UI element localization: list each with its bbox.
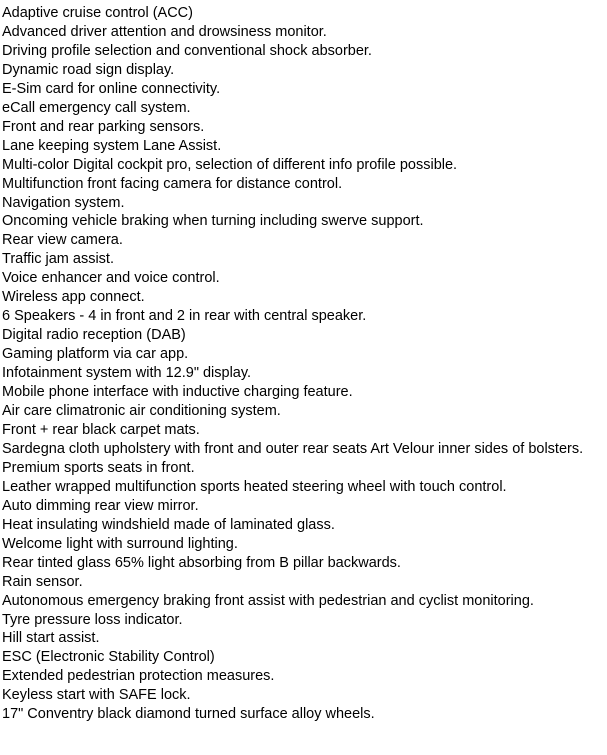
feature-item: Air care climatronic air conditioning system. (2, 403, 281, 420)
feature-item: Rear view camera. (2, 232, 123, 249)
feature-item: Traffic jam assist. (2, 251, 114, 268)
feature-item: Premium sports seats in front. (2, 459, 195, 476)
feature-item: Mobile phone interface with inductive charging feature. (2, 384, 353, 401)
feature-item: Lane keeping system Lane Assist. (2, 137, 222, 154)
feature-item: Oncoming vehicle braking when turning including swerve support. (2, 213, 424, 230)
feature-item: Digital radio reception (DAB) (2, 327, 186, 344)
feature-item: Sardegna cloth upholstery with front and outer rear seats Art Velour inner sides of bolsters. (2, 440, 584, 457)
feature-item: Voice enhancer and voice control. (2, 270, 220, 287)
feature-item: Tyre pressure loss indicator. (2, 611, 183, 628)
feature-item: Navigation system. (2, 194, 125, 211)
feature-item: Hill start assist. (2, 630, 100, 647)
feature-item: ESC (Electronic Stability Control) (2, 649, 215, 666)
feature-item: 6 Speakers - 4 in front and 2 in rear with central speaker. (2, 308, 367, 325)
feature-item: eCall emergency call system. (2, 99, 191, 116)
feature-item: Heat insulating windshield made of laminated glass. (2, 516, 335, 533)
feature-item: Advanced driver attention and drowsiness monitor. (2, 23, 327, 40)
feature-item: Front + rear black carpet mats. (2, 421, 200, 438)
feature-item: Leather wrapped multifunction sports heated steering wheel with touch control. (2, 478, 507, 495)
feature-item: Wireless app connect. (2, 289, 145, 306)
feature-item: Autonomous emergency braking front assist with pedestrian and cyclist monitoring. (2, 592, 534, 609)
feature-item: Rear tinted glass 65% light absorbing from B pillar backwards. (2, 554, 401, 571)
feature-item: Multifunction front facing camera for distance control. (2, 175, 343, 192)
feature-item: Auto dimming rear view mirror. (2, 497, 199, 514)
feature-item: Front and rear parking sensors. (2, 118, 205, 135)
feature-item: Gaming platform via car app. (2, 346, 189, 363)
feature-item: Rain sensor. (2, 573, 83, 590)
feature-item: Infotainment system with 12.9" display. (2, 365, 252, 382)
feature-item: Multi-color Digital cockpit pro, selection of different info profile possible. (2, 156, 458, 173)
feature-item: E-Sim card for online connectivity. (2, 80, 221, 97)
feature-item: Keyless start with SAFE lock. (2, 687, 191, 704)
feature-item: Dynamic road sign display. (2, 61, 175, 78)
feature-item: Driving profile selection and conventional shock absorber. (2, 42, 372, 59)
feature-item: Extended pedestrian protection measures. (2, 668, 275, 685)
feature-item: Adaptive cruise control (ACC) (2, 5, 193, 21)
feature-item: 17" Conventry black diamond turned surface alloy wheels. (2, 706, 375, 723)
feature-item: Welcome light with surround lighting. (2, 535, 238, 552)
